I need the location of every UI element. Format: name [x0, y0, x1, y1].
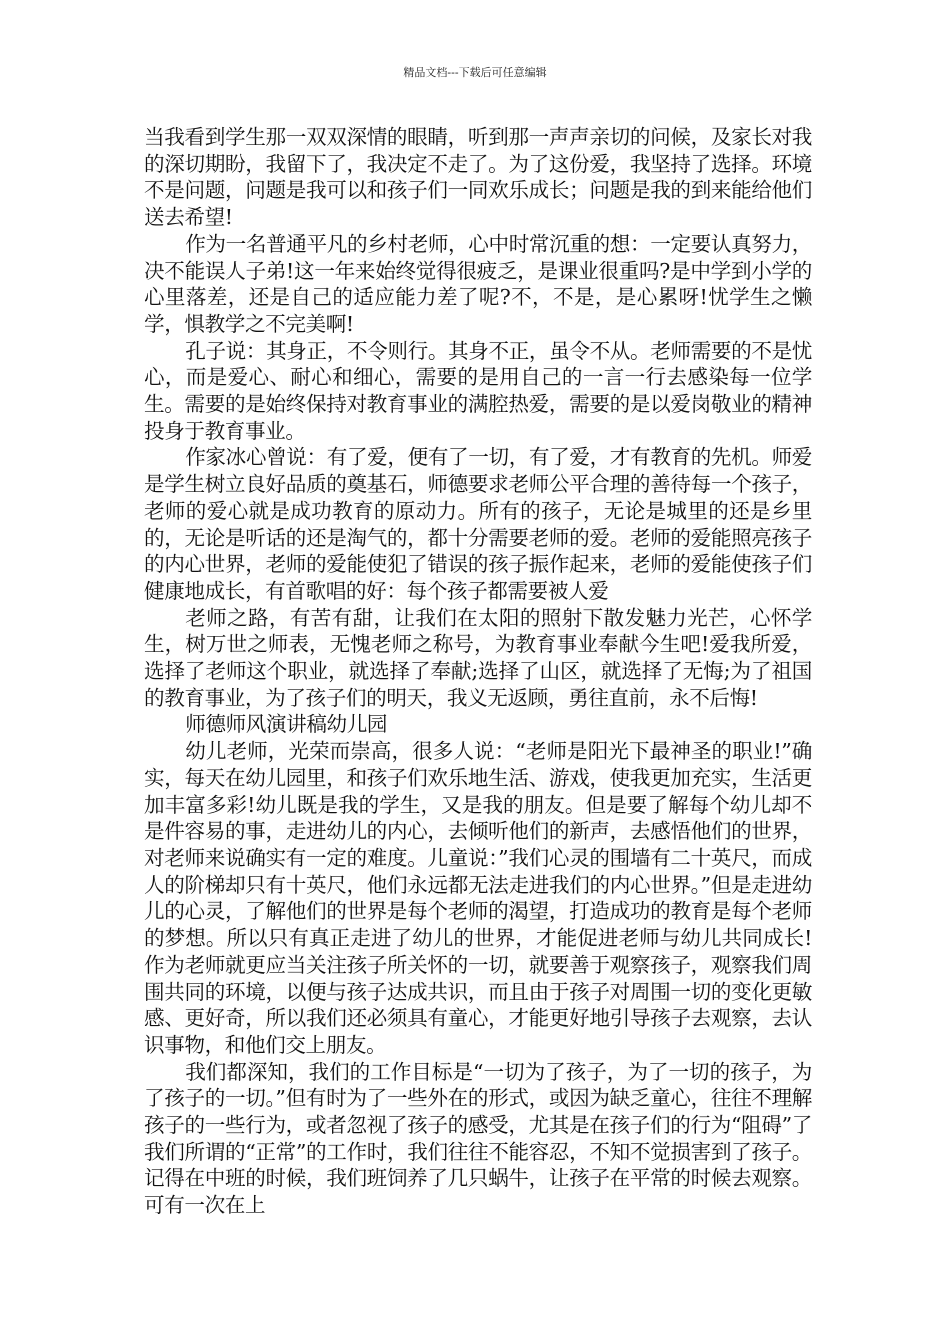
- paragraph: 作家冰心曾说：有了爱，便有了一切，有了爱，才有教育的先机。师爱是学生树立良好品质的奠基石，师德要求老师公平合理的善待每一个孩子，老师的爱心就是成功教育的原动力。所有的孩子，无论是城里的还是乡里的，无论是听话的还是淘气的，都十分需要老师的爱。老师的爱能照亮孩子的内心世界，老师的爱能使犯了错误的孩子振作起来，老师的爱能使孩子们健康地成长，有首歌唱的好：每个孩子都需要被人爱: [144, 445, 812, 603]
- paragraph: 老师之路，有苦有甜，让我们在太阳的照射下散发魅力光芒，心怀学生，树万世之师表，无愧老师之称号，为教育事业奉献今生吧!爱我所爱，选择了老师这个职业，就选择了奉献;选择了山区，就选择了无悔;为了祖国的教育事业，为了孩子们的明天，我义无返顾，勇往直前，永不后悔!: [144, 605, 812, 710]
- document-body: [144, 124, 812, 1219]
- paragraph: 当我看到学生那一双双深情的眼睛，听到那一声声亲切的问候，及家长对我的深切期盼，我留下了，我决定不走了。为了这份爱，我坚持了选择。环境不是问题，问题是我可以和孩子们一同欢乐成长；问题是我的到来能给他们送去希望!: [144, 125, 812, 230]
- paragraph: 幼儿老师，光荣而崇高，很多人说：“老师是阳光下最神圣的职业!”确实，每天在幼儿园里，和孩子们欢乐地生活、游戏，使我更加充实，生活更加丰富多彩!幼儿既是我的学生，又是我的朋友。但是要了解每个幼儿却不是件容易的事，走进幼儿的内心，去倾听他们的新声，去感悟他们的世界，对老师来说确实有一定的难度。儿童说：”我们心灵的围墙有二十英尺，而成人的阶梯却只有十英尺，他们永远都无法走进我们的内心世界。”但是走进幼儿的心灵，了解他们的世界是每个老师的渴望，打造成功的教育是每个老师的梦想。所以只有真正走进了幼儿的世界，才能促进老师与幼儿共同成长!作为老师就更应当关注孩子所关怀的一切，就要善于观察孩子，观察我们周围共同的环境，以便与孩子达成共识，而且由于孩子对周围一切的变化更敏感、更好奇，所以我们还必须具有童心，才能更好地引导孩子去观察，去认识事物，和他们交上朋友。: [144, 739, 812, 1057]
- section-title: 师德师风演讲稿幼儿园: [185, 712, 388, 737]
- paragraph: 我们都深知，我们的工作目标是“一切为了孩子，为了一切的孩子，为了孩子的一切。”但有时为了一些外在的形式，或因为缺乏童心，往往不理解孩子的一些行为，或者忽视了孩子的感受，尤其是在孩子们的行为“阻碍”了我们所谓的“正常”的工作时，我们往往不能容忍，不知不觉损害到了孩子。记得在中班的时候，我们班饲养了几只蜗牛，让孩子在平常的时候去观察。可有一次在上: [144, 1059, 812, 1218]
- paragraph: 作为一名普通平凡的乡村老师，心中时常沉重的想：一定要认真努力，决不能误人子弟!这一年来始终觉得很疲乏，是课业很重吗?是中学到小学的心里落差，还是自己的适应能力差了呢?不，不是，是心累呀!忧学生之懒学，惧教学之不完美啊!: [144, 231, 812, 336]
- page-header: 精品文档---下载后可任意编辑: [403, 66, 547, 79]
- paragraph: 孔子说：其身正，不令则行。其身不正，虽令不从。老师需要的不是忧心，而是爱心、耐心和细心，需要的是用自己的一言一行去感染每一位学生。需要的是始终保持对教育事业的满腔热爱，需要的是以爱岗敬业的精神投身于教育事业。: [144, 338, 812, 443]
